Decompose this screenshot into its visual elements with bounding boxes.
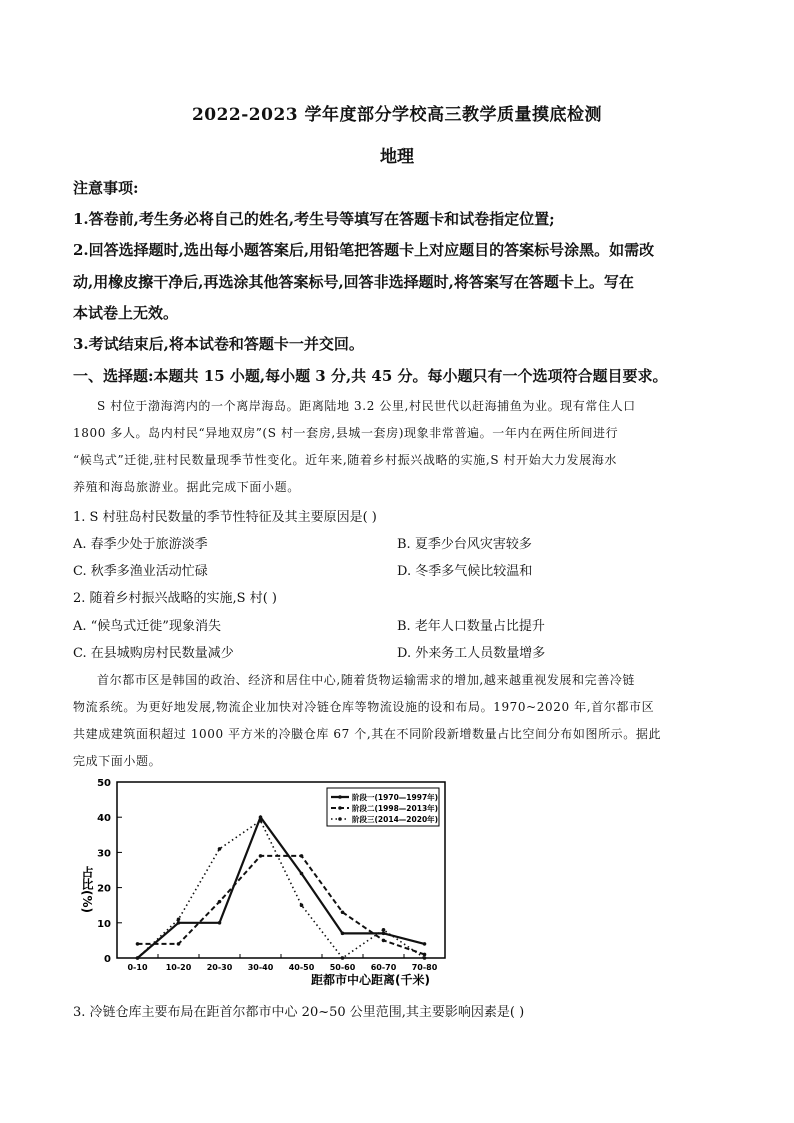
series-2-point bbox=[136, 942, 140, 946]
question-2-option-a: A. “候鸟式迁徙”现象消失 bbox=[73, 619, 221, 634]
legend-marker-1 bbox=[338, 795, 342, 799]
notice-item-3: 3.考试结束后,将本试卷和答题卡一并交回。 bbox=[73, 335, 364, 353]
x-tick-label: 20-30 bbox=[206, 963, 233, 972]
y-tick-label: 0 bbox=[104, 954, 111, 965]
question-2-option-c: C. 在县城购房村民数量减少 bbox=[73, 646, 234, 661]
x-axis-label: 距都市中心距离(千米) bbox=[311, 973, 430, 987]
question-2-stem: 2. 随着乡村振兴战略的实施,S 村( ) bbox=[73, 591, 277, 606]
distance-share-chart bbox=[73, 776, 463, 996]
series-1-point bbox=[423, 942, 427, 946]
series-2-point bbox=[341, 910, 345, 914]
chart-svg bbox=[73, 776, 463, 996]
legend-label-3: 阶段三(2014—2020年) bbox=[352, 815, 439, 824]
x-tick-label: 30-40 bbox=[247, 963, 274, 972]
x-tick-label: 60-70 bbox=[370, 963, 397, 972]
question-1-option-b: B. 夏季少台风灾害较多 bbox=[397, 537, 532, 552]
x-tick-label: 10-20 bbox=[165, 963, 192, 972]
legend-marker-2 bbox=[338, 806, 342, 810]
passage-2-line-1: 首尔都市区是韩国的政治、经济和居住中心,随着货物运输需求的增加,越来越重视发展和完善冷链 bbox=[97, 673, 636, 687]
question-2-option-d: D. 外来务工人员数量增多 bbox=[397, 646, 546, 661]
series-1-point bbox=[341, 932, 345, 936]
legend-label-1: 阶段一(1970—1997年) bbox=[352, 793, 439, 802]
notice-item-1: 1.答卷前,考生务必将自己的姓名,考生号等填写在答题卡和试卷指定位置; bbox=[73, 210, 555, 228]
series-2-point bbox=[218, 900, 222, 904]
passage-1-line-3: “候鸟式”迁徙,驻村民数量现季节性变化。近年来,随着乡村振兴战略的实施,S 村开始大力发展海水 bbox=[73, 453, 617, 467]
page-title: 2022-2023 学年度部分学校高三教学质量摸底检测 bbox=[191, 105, 603, 125]
legend-label-2: 阶段二(1998—2013年) bbox=[352, 804, 439, 813]
notice-item-2-line-1: 2.回答选择题时,选出每小题答案后,用铅笔把答题卡上对应题目的答案标号涂黑。如需改 bbox=[73, 241, 655, 259]
notice-heading: 注意事项: bbox=[73, 179, 139, 197]
series-1-point bbox=[177, 921, 181, 925]
passage-2-line-3: 共建成建筑面积超过 1000 平方米的冷臌仓库 67 个,其在不同阶段新增数量占比空间分布如图所示。据此 bbox=[73, 727, 662, 741]
subject-title: 地理 bbox=[380, 147, 414, 167]
series-1-point bbox=[382, 932, 386, 936]
series-1-point bbox=[259, 815, 263, 819]
y-tick-label: 30 bbox=[97, 848, 111, 860]
series-3-point bbox=[177, 917, 181, 921]
x-tick-label: 70-80 bbox=[411, 963, 438, 972]
question-1-option-a: A. 春季少处于旅游淡季 bbox=[73, 537, 208, 552]
x-tick-label: 50-60 bbox=[329, 963, 356, 972]
series-2-point bbox=[382, 939, 386, 943]
passage-1-line-2: 1800 多人。岛内村民“异地双房”(S 村一套房,县城一套房)现象非常普遍。一年内在两住所间进行 bbox=[73, 426, 619, 440]
section-heading: 一、选择题:本题共 15 小题,每小题 3 分,共 45 分。每小题只有一个选项符合题目要求。 bbox=[73, 367, 668, 385]
passage-1-line-4: 养殖和海岛旅游业。据此完成下面小题。 bbox=[73, 480, 300, 494]
y-tick-label: 40 bbox=[97, 813, 111, 825]
series-1-point bbox=[218, 921, 222, 925]
question-1-option-d: D. 冬季多气候比较温和 bbox=[397, 564, 533, 579]
question-2-option-b: B. 老年人口数量占比提升 bbox=[397, 619, 545, 634]
x-tick-label: 40-50 bbox=[288, 963, 315, 972]
series-3-point bbox=[341, 956, 345, 960]
series-2-point bbox=[423, 953, 427, 957]
legend-marker-3 bbox=[338, 817, 342, 821]
series-3-point bbox=[259, 819, 263, 823]
y-tick-label: 10 bbox=[97, 918, 111, 930]
series-3-point bbox=[300, 903, 304, 907]
passage-1-line-1: S 村位于渤海湾内的一个离岸海岛。距离陆地 3.2 公里,村民世代以赶海捕鱼为业。现有常住人口 bbox=[97, 399, 636, 413]
y-tick-label: 50 bbox=[97, 778, 111, 789]
series-3-point bbox=[423, 956, 427, 960]
series-2-point bbox=[259, 854, 263, 858]
series-1-point bbox=[300, 872, 304, 876]
x-tick-label: 0-10 bbox=[127, 963, 148, 972]
series-3-point bbox=[382, 928, 386, 932]
question-1-stem: 1. S 村驻岛村民数量的季节性特征及其主要原因是( ) bbox=[73, 510, 377, 525]
series-2-point bbox=[177, 942, 181, 946]
y-axis-label: 占比(%) bbox=[80, 866, 94, 913]
passage-2-line-4: 完成下面小题。 bbox=[73, 754, 162, 768]
notice-item-2-line-2: 动,用橡皮擦干净后,再选涂其他答案标号,回答非选择题时,将答案写在答题卡上。写在 bbox=[73, 273, 634, 291]
passage-2-line-2: 物流系统。为更好地发展,物流企业加快对冷链仓库等物流设施的设和布局。1970~2020 年,首尔都市区 bbox=[73, 700, 655, 714]
series-3-point bbox=[218, 847, 222, 851]
question-1-option-c: C. 秋季多渔业活动忙碌 bbox=[73, 564, 208, 579]
question-3-stem: 3. 冷链仓库主要布局在距首尔都市中心 20~50 公里范围,其主要影响因素是( ) bbox=[73, 1005, 525, 1020]
y-tick-label: 20 bbox=[97, 883, 111, 895]
notice-item-2-line-3: 本试卷上无效。 bbox=[73, 304, 179, 322]
series-3-point bbox=[136, 956, 140, 960]
series-2-point bbox=[300, 854, 304, 858]
